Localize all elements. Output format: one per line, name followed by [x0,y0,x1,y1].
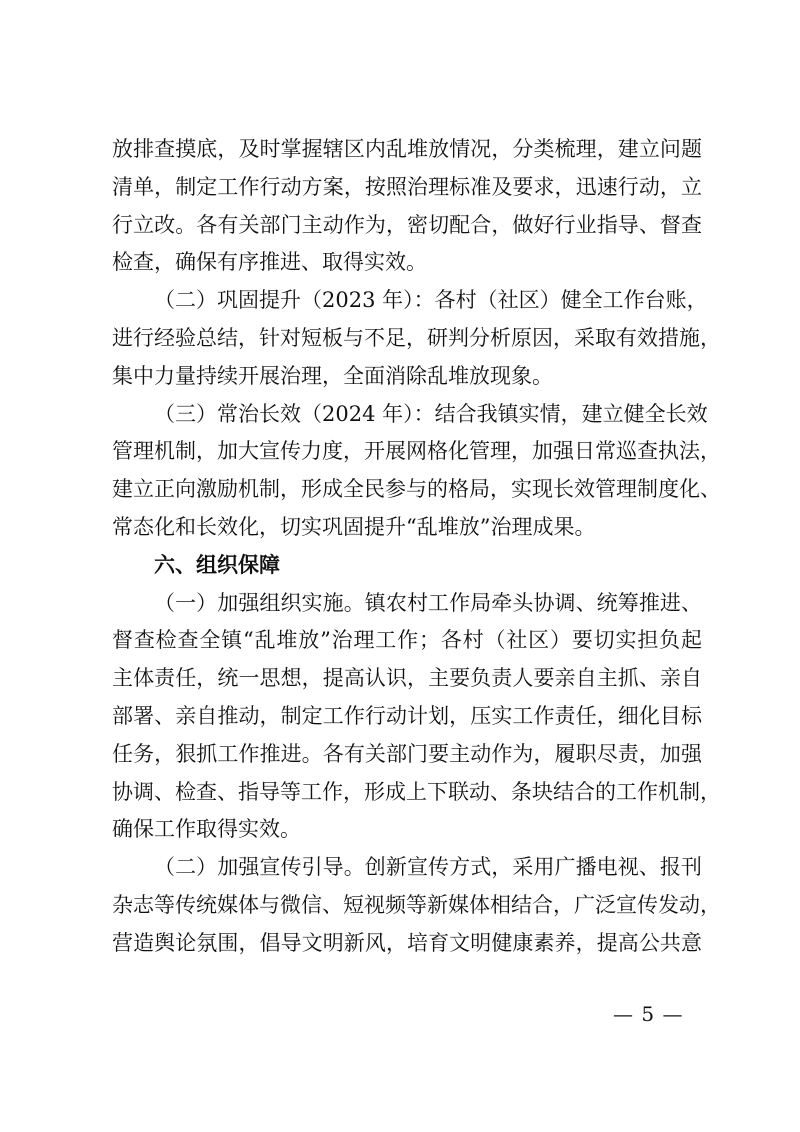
text-line: 常态化和长效化，切实巩固提升“乱堆放”治理成果。 [112,514,596,539]
text-line: 放排查摸底，及时掌握辖区内乱堆放情况，分类梳理，建立问题 [112,137,702,161]
text-line: （三）常治长效（2024 年）：结合我镇实情，建立健全长效 [154,401,708,426]
page-number: — 5 — [613,1002,684,1026]
section-heading: 六、组织保障 [154,552,280,577]
text-line: （二）加强宣传引导。创新宣传方式，采用广播电视、报刊 [154,855,702,880]
text-line: 任务，狠抓工作推进。各有关部门要主动作为，履职尽责，加强 [112,741,702,766]
text-line: 建立正向激励机制，形成全民参与的格局，实现长效管理制度化、 [112,477,721,502]
text-line: 协调、检查、指导等工作，形成上下联动、条块结合的工作机制， [112,779,721,804]
text-line: 主体责任，统一思想，提高认识，主要负责人要亲自主抓、亲自 [112,666,702,691]
text-line: （一）加强组织实施。镇农村工作局牵头协调、统筹推进、 [154,590,702,615]
text-line: 部署、亲自推动，制定工作行动计划，压实工作责任，细化目标 [112,703,702,728]
text-line: 督查检查全镇“乱堆放”治理工作；各村（社区）要切实担负起 [112,628,702,653]
text-line: 行立改。各有关部门主动作为，密切配合，做好行业指导、督查 [112,212,702,237]
text-line: （二）巩固提升（2023 年）：各村（社区）健全工作台账， [154,288,708,313]
text-line: 营造舆论氛围，倡导文明新风，培育文明健康素养，提高公共意 [112,930,702,955]
text-line: 确保工作取得实效。 [112,817,301,842]
text-line: 杂志等传统媒体与微信、短视频等新媒体相结合，广泛宣传发动， [112,892,721,917]
text-line: 检查，确保有序推进、取得实效。 [112,250,427,275]
text-line: 管理机制，加大宣传力度，开展网格化管理，加强日常巡查执法， [112,439,721,464]
text-line: 集中力量持续开展治理，全面消除乱堆放现象。 [112,363,553,388]
text-line: 进行经验总结，针对短板与不足，研判分析原因，采取有效措施， [112,325,721,350]
text-line: 清单，制定工作行动方案，按照治理标准及要求，迅速行动，立 [112,174,702,199]
document-body [112,131,721,963]
